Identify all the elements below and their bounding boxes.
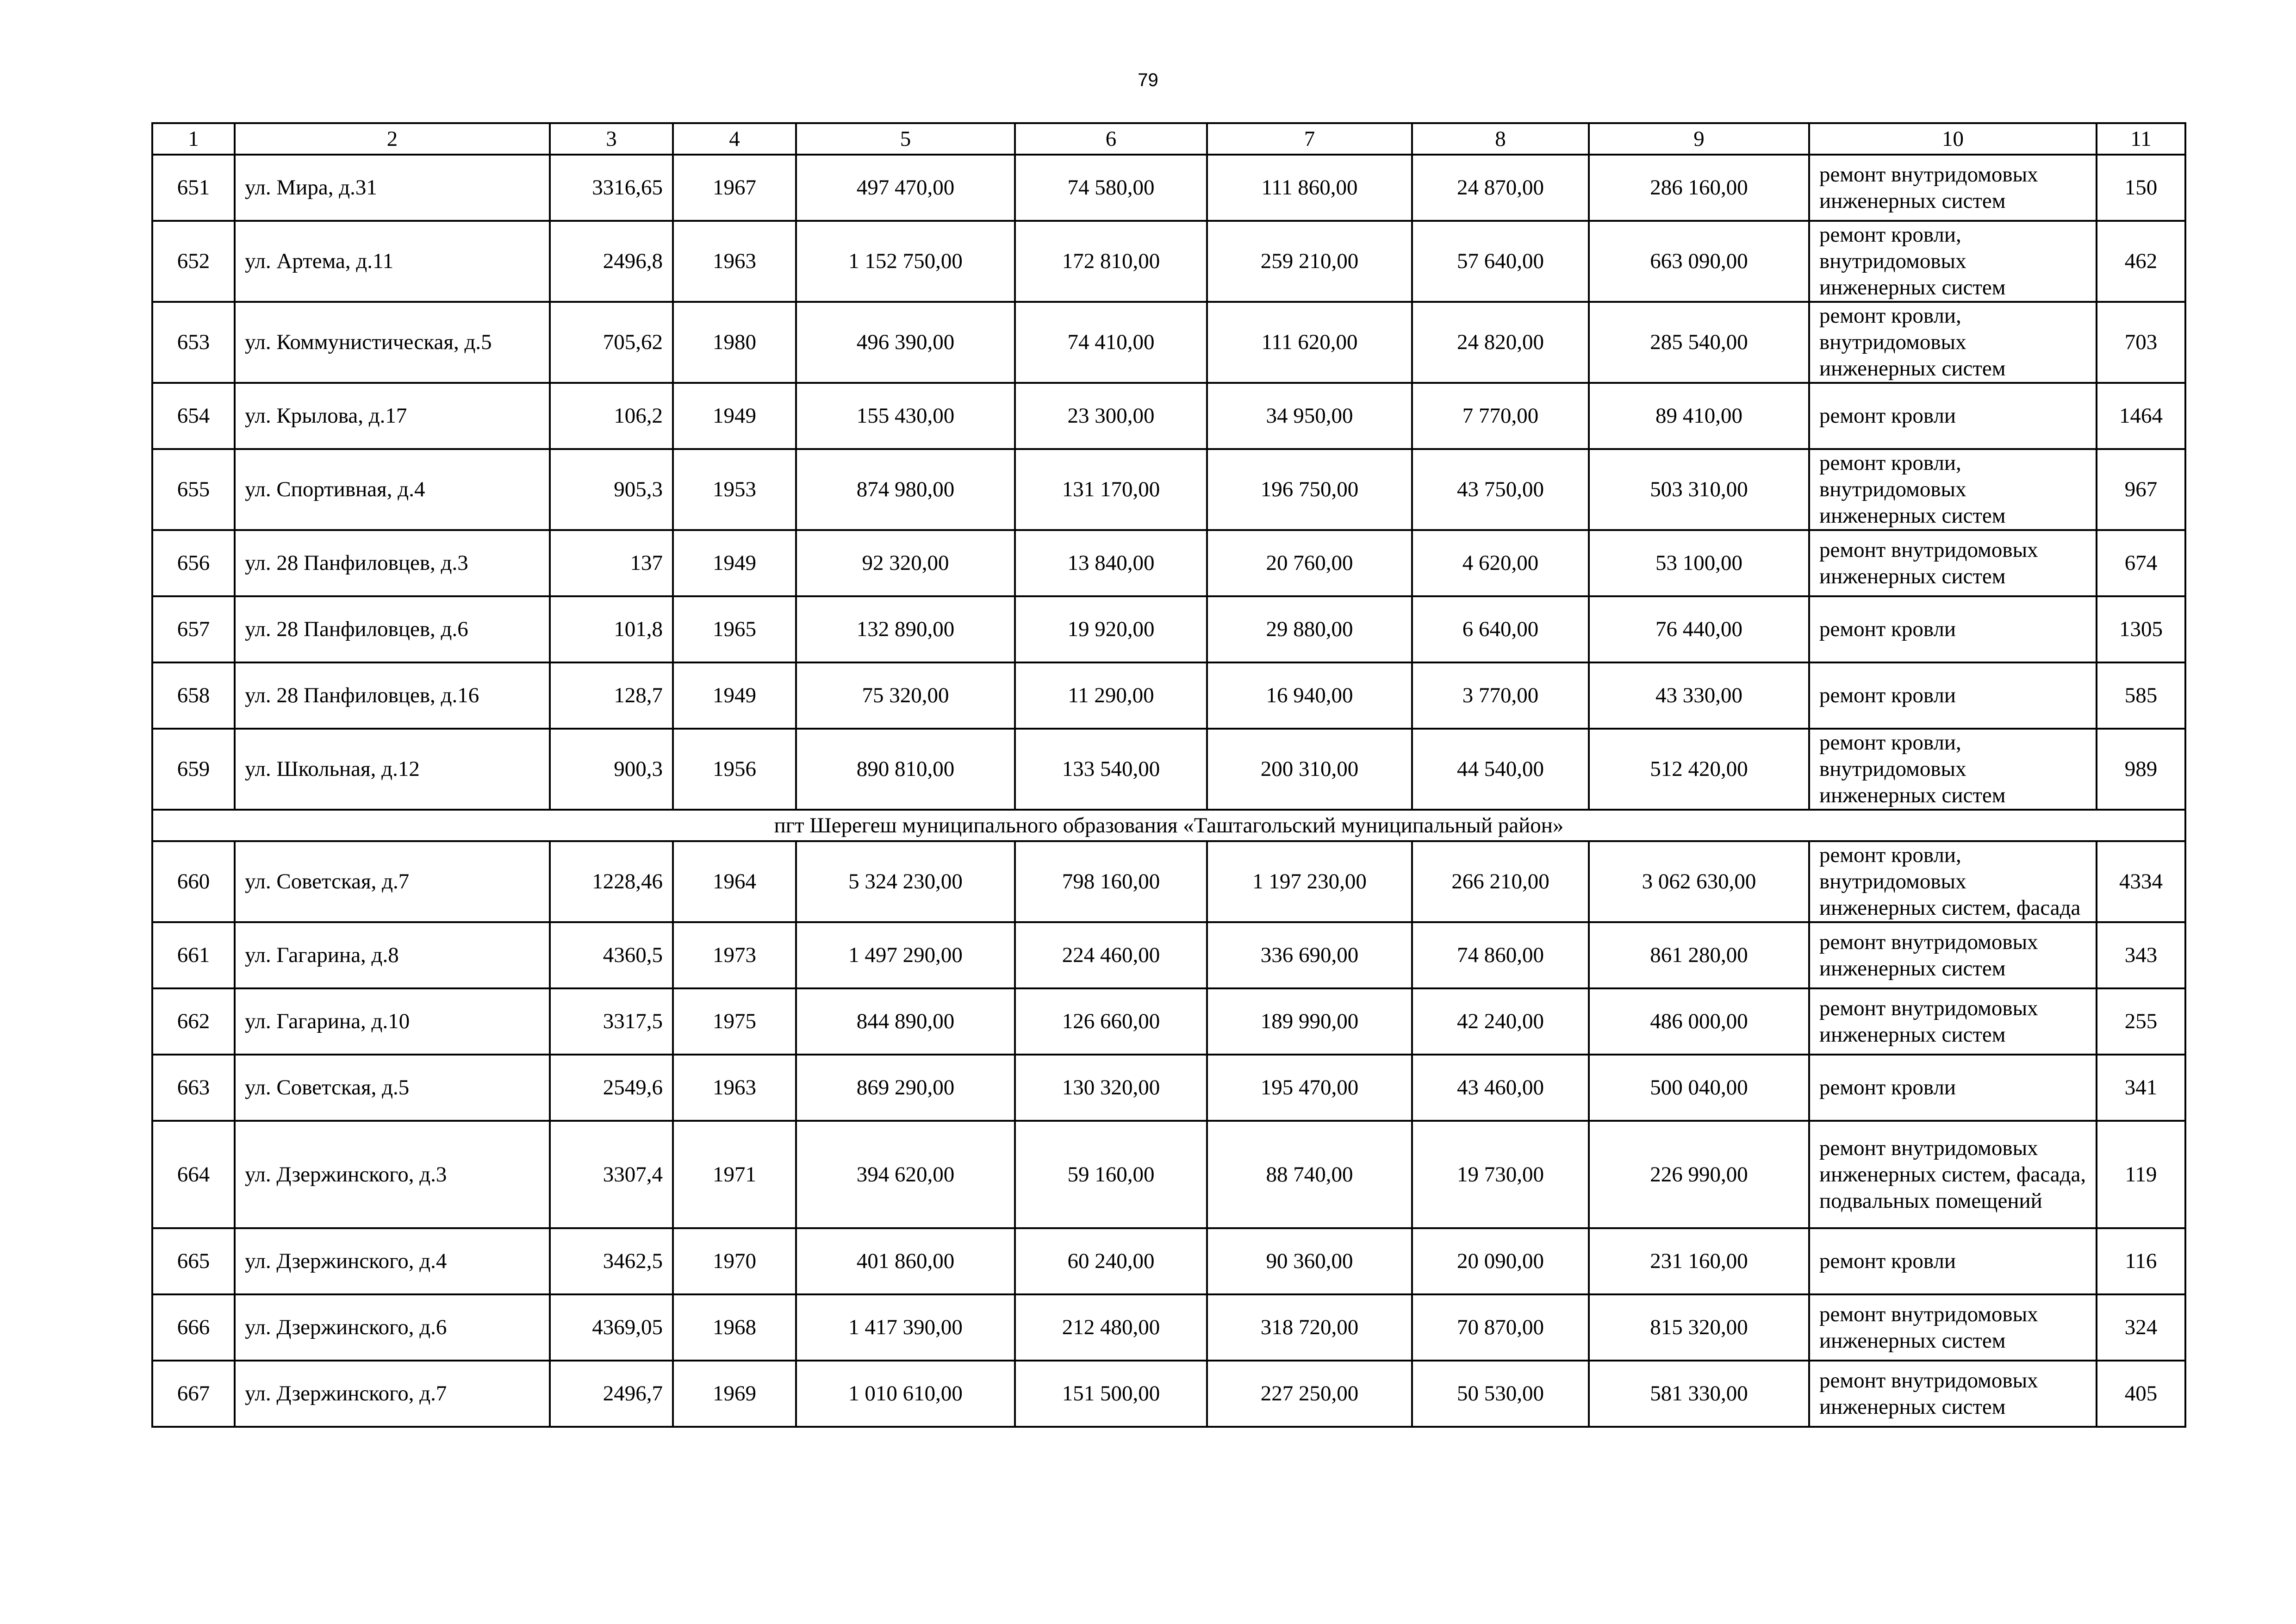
work-type-cell: ремонт кровли, внутридомовых инженерных систем [1809,449,2097,530]
area-cell: 106,2 [550,383,673,449]
amount-cell-9: 286 160,00 [1589,155,1809,221]
column-number-header [152,123,2185,155]
year-cell: 1975 [673,988,796,1055]
work-type-cell: ремонт кровли, внутридомовых инженерных систем [1809,302,2097,383]
year-cell: 1971 [673,1121,796,1228]
amount-cell-7: 88 740,00 [1207,1121,1412,1228]
amount-cell-7: 111 620,00 [1207,302,1412,383]
amount-cell-9: 89 410,00 [1589,383,1809,449]
work-type-cell: ремонт кровли [1809,596,2097,662]
row-number: 651 [152,155,235,221]
amount-cell-7: 1 197 230,00 [1207,841,1412,922]
value-cell-11: 324 [2097,1294,2185,1361]
year-cell: 1969 [673,1361,796,1427]
amount-cell-6: 13 840,00 [1015,530,1207,596]
amount-cell-8: 43 460,00 [1412,1055,1589,1121]
table-row [152,1121,2185,1228]
amount-cell-7: 259 210,00 [1207,221,1412,302]
value-cell-11: 405 [2097,1361,2185,1427]
amount-cell-8: 4 620,00 [1412,530,1589,596]
amount-total-cell: 497 470,00 [796,155,1015,221]
header-cell: 4 [673,123,796,155]
amount-cell-6: 130 320,00 [1015,1055,1207,1121]
year-cell: 1964 [673,841,796,922]
year-cell: 1963 [673,1055,796,1121]
work-type-cell: ремонт внутридомовых инженерных систем [1809,155,2097,221]
table-row [152,1294,2185,1361]
work-type-cell: ремонт внутридомовых инженерных систем, фасада, подвальных помещений [1809,1121,2097,1228]
header-cell: 5 [796,123,1015,155]
amount-total-cell: 92 320,00 [796,530,1015,596]
address-cell: ул. Дзержинского, д.6 [235,1294,550,1361]
header-cell: 7 [1207,123,1412,155]
amount-total-cell: 890 810,00 [796,729,1015,810]
amount-cell-7: 111 860,00 [1207,155,1412,221]
amount-cell-6: 19 920,00 [1015,596,1207,662]
table-row [152,155,2185,221]
amount-cell-7: 227 250,00 [1207,1361,1412,1427]
amount-cell-9: 861 280,00 [1589,922,1809,988]
amount-cell-6: 74 410,00 [1015,302,1207,383]
address-cell: ул. Дзержинского, д.4 [235,1228,550,1294]
table-row [152,221,2185,302]
amount-cell-9: 512 420,00 [1589,729,1809,810]
address-cell: ул. Дзержинского, д.7 [235,1361,550,1427]
amount-cell-7: 200 310,00 [1207,729,1412,810]
amount-cell-6: 212 480,00 [1015,1294,1207,1361]
value-cell-11: 150 [2097,155,2185,221]
area-cell: 4360,5 [550,922,673,988]
amount-total-cell: 1 010 610,00 [796,1361,1015,1427]
area-cell: 3317,5 [550,988,673,1055]
table-row [152,662,2185,729]
value-cell-11: 1464 [2097,383,2185,449]
header-cell: 11 [2097,123,2185,155]
amount-cell-7: 195 470,00 [1207,1055,1412,1121]
row-number: 667 [152,1361,235,1427]
row-number: 663 [152,1055,235,1121]
header-cell: 2 [235,123,550,155]
area-cell: 705,62 [550,302,673,383]
row-number: 666 [152,1294,235,1361]
amount-cell-9: 53 100,00 [1589,530,1809,596]
year-cell: 1968 [673,1294,796,1361]
address-cell: ул. Коммунистическая, д.5 [235,302,550,383]
value-cell-11: 967 [2097,449,2185,530]
amount-cell-6: 59 160,00 [1015,1121,1207,1228]
header-cell: 6 [1015,123,1207,155]
work-type-cell: ремонт внутридомовых инженерных систем [1809,988,2097,1055]
amount-cell-9: 503 310,00 [1589,449,1809,530]
header-cell: 1 [152,123,235,155]
amount-total-cell: 874 980,00 [796,449,1015,530]
table-row [152,1055,2185,1121]
amount-cell-6: 74 580,00 [1015,155,1207,221]
group-header-row [152,810,2185,841]
year-cell: 1949 [673,530,796,596]
table-row [152,729,2185,810]
amount-cell-6: 798 160,00 [1015,841,1207,922]
value-cell-11: 341 [2097,1055,2185,1121]
amount-cell-8: 24 820,00 [1412,302,1589,383]
row-number: 654 [152,383,235,449]
year-cell: 1956 [673,729,796,810]
year-cell: 1973 [673,922,796,988]
area-cell: 101,8 [550,596,673,662]
address-cell: ул. Артема, д.11 [235,221,550,302]
amount-cell-9: 500 040,00 [1589,1055,1809,1121]
address-cell: ул. 28 Панфиловцев, д.16 [235,662,550,729]
row-number: 655 [152,449,235,530]
amount-cell-9: 581 330,00 [1589,1361,1809,1427]
value-cell-11: 462 [2097,221,2185,302]
amount-cell-6: 133 540,00 [1015,729,1207,810]
amount-cell-7: 189 990,00 [1207,988,1412,1055]
repair-program-table [151,122,2186,1428]
row-number: 656 [152,530,235,596]
area-cell: 2549,6 [550,1055,673,1121]
year-cell: 1949 [673,383,796,449]
row-number: 657 [152,596,235,662]
address-cell: ул. Спортивная, д.4 [235,449,550,530]
amount-cell-8: 3 770,00 [1412,662,1589,729]
amount-cell-9: 663 090,00 [1589,221,1809,302]
value-cell-11: 1305 [2097,596,2185,662]
amount-total-cell: 155 430,00 [796,383,1015,449]
address-cell: ул. Крылова, д.17 [235,383,550,449]
amount-cell-7: 29 880,00 [1207,596,1412,662]
address-cell: ул. Гагарина, д.8 [235,922,550,988]
amount-total-cell: 844 890,00 [796,988,1015,1055]
address-cell: ул. Дзержинского, д.3 [235,1121,550,1228]
work-type-cell: ремонт внутридомовых инженерных систем [1809,1361,2097,1427]
year-cell: 1980 [673,302,796,383]
amount-cell-6: 172 810,00 [1015,221,1207,302]
page-number: 79 [1138,70,1158,90]
row-number: 658 [152,662,235,729]
value-cell-11: 255 [2097,988,2185,1055]
amount-cell-7: 16 940,00 [1207,662,1412,729]
value-cell-11: 674 [2097,530,2185,596]
amount-cell-7: 196 750,00 [1207,449,1412,530]
row-number: 662 [152,988,235,1055]
address-cell: ул. Советская, д.7 [235,841,550,922]
header-cell: 8 [1412,123,1589,155]
work-type-cell: ремонт кровли [1809,1055,2097,1121]
area-cell: 2496,8 [550,221,673,302]
row-number: 664 [152,1121,235,1228]
amount-cell-6: 23 300,00 [1015,383,1207,449]
amount-cell-9: 226 990,00 [1589,1121,1809,1228]
value-cell-11: 585 [2097,662,2185,729]
area-cell: 1228,46 [550,841,673,922]
amount-cell-8: 43 750,00 [1412,449,1589,530]
work-type-cell: ремонт кровли [1809,1228,2097,1294]
year-cell: 1967 [673,155,796,221]
year-cell: 1953 [673,449,796,530]
area-cell: 3307,4 [550,1121,673,1228]
year-cell: 1949 [673,662,796,729]
header-cell: 3 [550,123,673,155]
amount-cell-9: 76 440,00 [1589,596,1809,662]
area-cell: 900,3 [550,729,673,810]
amount-cell-7: 34 950,00 [1207,383,1412,449]
work-type-cell: ремонт кровли [1809,383,2097,449]
amount-cell-9: 285 540,00 [1589,302,1809,383]
amount-total-cell: 1 417 390,00 [796,1294,1015,1361]
row-number: 653 [152,302,235,383]
amount-cell-9: 3 062 630,00 [1589,841,1809,922]
amount-cell-9: 815 320,00 [1589,1294,1809,1361]
amount-cell-8: 20 090,00 [1412,1228,1589,1294]
area-cell: 3316,65 [550,155,673,221]
value-cell-11: 989 [2097,729,2185,810]
area-cell: 137 [550,530,673,596]
work-type-cell: ремонт кровли, внутридомовых инженерных систем [1809,221,2097,302]
address-cell: ул. 28 Панфиловцев, д.3 [235,530,550,596]
header-cell: 10 [1809,123,2097,155]
amount-total-cell: 132 890,00 [796,596,1015,662]
amount-cell-8: 6 640,00 [1412,596,1589,662]
amount-total-cell: 1 152 750,00 [796,221,1015,302]
table-row [152,1361,2185,1427]
amount-total-cell: 401 860,00 [796,1228,1015,1294]
amount-cell-8: 266 210,00 [1412,841,1589,922]
work-type-cell: ремонт внутридомовых инженерных систем [1809,530,2097,596]
amount-cell-7: 336 690,00 [1207,922,1412,988]
table-row [152,988,2185,1055]
value-cell-11: 343 [2097,922,2185,988]
amount-cell-8: 70 870,00 [1412,1294,1589,1361]
address-cell: ул. Школьная, д.12 [235,729,550,810]
amount-cell-9: 43 330,00 [1589,662,1809,729]
area-cell: 3462,5 [550,1228,673,1294]
work-type-cell: ремонт кровли, внутридомовых инженерных систем [1809,729,2097,810]
amount-cell-6: 11 290,00 [1015,662,1207,729]
amount-total-cell: 5 324 230,00 [796,841,1015,922]
table-row [152,1228,2185,1294]
amount-cell-8: 42 240,00 [1412,988,1589,1055]
row-number: 652 [152,221,235,302]
row-number: 665 [152,1228,235,1294]
row-number: 661 [152,922,235,988]
address-cell: ул. Мира, д.31 [235,155,550,221]
address-cell: ул. 28 Панфиловцев, д.6 [235,596,550,662]
table-row [152,841,2185,922]
table-row [152,530,2185,596]
amount-total-cell: 394 620,00 [796,1121,1015,1228]
amount-cell-7: 20 760,00 [1207,530,1412,596]
table-row [152,302,2185,383]
work-type-cell: ремонт внутридомовых инженерных систем [1809,1294,2097,1361]
year-cell: 1963 [673,221,796,302]
year-cell: 1965 [673,596,796,662]
table-row [152,596,2185,662]
table-row [152,383,2185,449]
value-cell-11: 4334 [2097,841,2185,922]
amount-cell-6: 126 660,00 [1015,988,1207,1055]
address-cell: ул. Советская, д.5 [235,1055,550,1121]
table-row [152,449,2185,530]
work-type-cell: ремонт кровли [1809,662,2097,729]
amount-cell-9: 486 000,00 [1589,988,1809,1055]
amount-cell-6: 131 170,00 [1015,449,1207,530]
amount-cell-8: 44 540,00 [1412,729,1589,810]
table-row [152,922,2185,988]
amount-cell-6: 224 460,00 [1015,922,1207,988]
amount-cell-8: 19 730,00 [1412,1121,1589,1228]
area-cell: 2496,7 [550,1361,673,1427]
amount-cell-8: 24 870,00 [1412,155,1589,221]
value-cell-11: 116 [2097,1228,2185,1294]
header-cell: 9 [1589,123,1809,155]
work-type-cell: ремонт внутридомовых инженерных систем [1809,922,2097,988]
amount-cell-7: 318 720,00 [1207,1294,1412,1361]
amount-cell-8: 50 530,00 [1412,1361,1589,1427]
amount-cell-8: 74 860,00 [1412,922,1589,988]
amount-total-cell: 1 497 290,00 [796,922,1015,988]
address-cell: ул. Гагарина, д.10 [235,988,550,1055]
work-type-cell: ремонт кровли, внутридомовых инженерных систем, фасада [1809,841,2097,922]
amount-total-cell: 496 390,00 [796,302,1015,383]
group-label: пгт Шерегеш муниципального образования «Таштагольский муниципальный район» [152,810,2185,841]
amount-cell-9: 231 160,00 [1589,1228,1809,1294]
area-cell: 4369,05 [550,1294,673,1361]
year-cell: 1970 [673,1228,796,1294]
row-number: 659 [152,729,235,810]
amount-total-cell: 869 290,00 [796,1055,1015,1121]
amount-cell-8: 7 770,00 [1412,383,1589,449]
row-number: 660 [152,841,235,922]
amount-cell-6: 60 240,00 [1015,1228,1207,1294]
amount-total-cell: 75 320,00 [796,662,1015,729]
amount-cell-6: 151 500,00 [1015,1361,1207,1427]
amount-cell-7: 90 360,00 [1207,1228,1412,1294]
area-cell: 128,7 [550,662,673,729]
value-cell-11: 119 [2097,1121,2185,1228]
value-cell-11: 703 [2097,302,2185,383]
area-cell: 905,3 [550,449,673,530]
amount-cell-8: 57 640,00 [1412,221,1589,302]
